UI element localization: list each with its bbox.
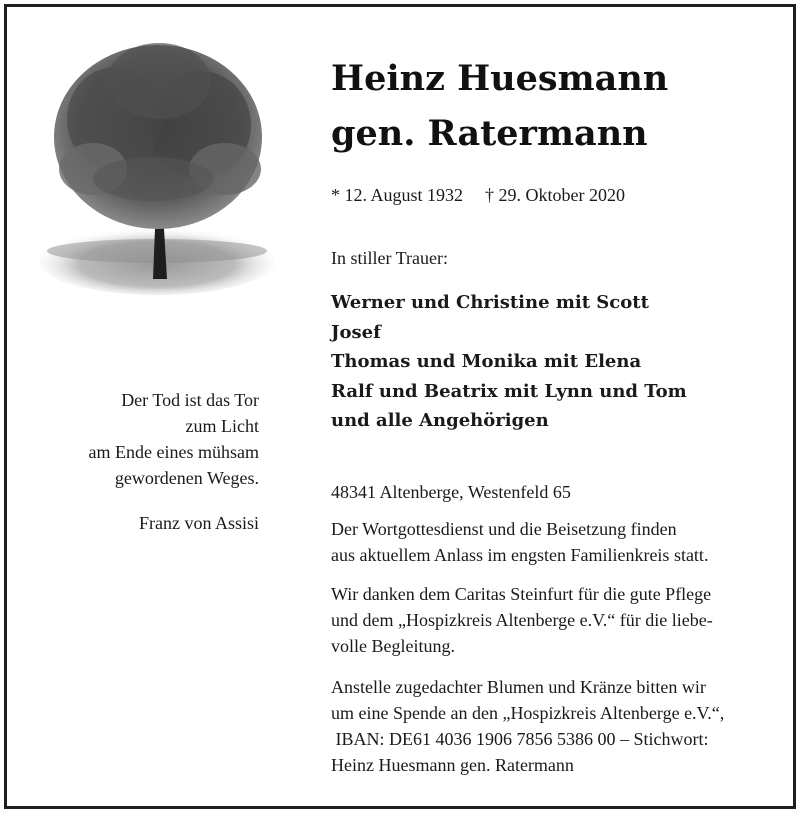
thanks-paragraph bbox=[331, 581, 791, 659]
paragraph-line: Der Wortgottesdienst und die Beisetzung finden bbox=[331, 518, 677, 539]
quote-line: zum Licht bbox=[185, 416, 259, 436]
family-member: Josef bbox=[331, 321, 381, 343]
life-dates bbox=[331, 182, 791, 208]
name-line-1: Heinz Huesmann bbox=[331, 58, 669, 99]
name-line-2: gen. Ratermann bbox=[331, 113, 648, 154]
paragraph-line: IBAN: DE61 4036 1906 7856 5386 00 – Stichwort: bbox=[331, 728, 709, 749]
family-list bbox=[331, 288, 791, 436]
quote-line: Der Tod ist das Tor bbox=[121, 390, 259, 410]
paragraph-line: und dem „Hospizkreis Altenberge e.V.“ für die liebe- bbox=[331, 609, 713, 630]
family-member: und alle Angehörigen bbox=[331, 410, 549, 431]
quote-line: gewordenen Weges. bbox=[114, 468, 259, 488]
deceased-name bbox=[331, 51, 791, 161]
death-date: † 29. Oktober 2020 bbox=[485, 185, 625, 205]
family-member: Werner und Christine mit Scott bbox=[331, 292, 649, 313]
main-column bbox=[331, 51, 791, 778]
donation-paragraph bbox=[331, 674, 791, 778]
paragraph-line: volle Begleitung. bbox=[331, 635, 455, 656]
paragraph-line: um eine Spende an den „Hospizkreis Altenberge e.V.“, bbox=[331, 702, 725, 723]
quote-author: Franz von Assisi bbox=[138, 513, 259, 533]
quote-line: am Ende eines mühsam bbox=[88, 442, 259, 462]
tree-image bbox=[33, 29, 281, 299]
family-member: Ralf und Beatrix mit Lynn und Tom bbox=[331, 380, 687, 402]
address: 48341 Altenberge, Westenfeld 65 bbox=[331, 481, 571, 502]
quote bbox=[89, 387, 259, 536]
paragraph-line: aus aktuellem Anlass im engsten Familienkreis statt. bbox=[331, 544, 709, 565]
family-member: Thomas und Monika mit Elena bbox=[331, 351, 642, 372]
obituary-notice bbox=[4, 4, 796, 809]
paragraph-line: Heinz Huesmann gen. Ratermann bbox=[331, 754, 574, 775]
paragraph-line: Wir danken dem Caritas Steinfurt für die gute Pflege bbox=[331, 583, 712, 604]
service-paragraph bbox=[331, 516, 791, 568]
birth-date: * 12. August 1932 bbox=[331, 185, 464, 205]
paragraph-line: Anstelle zugedachter Blumen und Kränze bitten wir bbox=[331, 676, 706, 697]
mourning-intro: In stiller Trauer: bbox=[331, 248, 448, 268]
